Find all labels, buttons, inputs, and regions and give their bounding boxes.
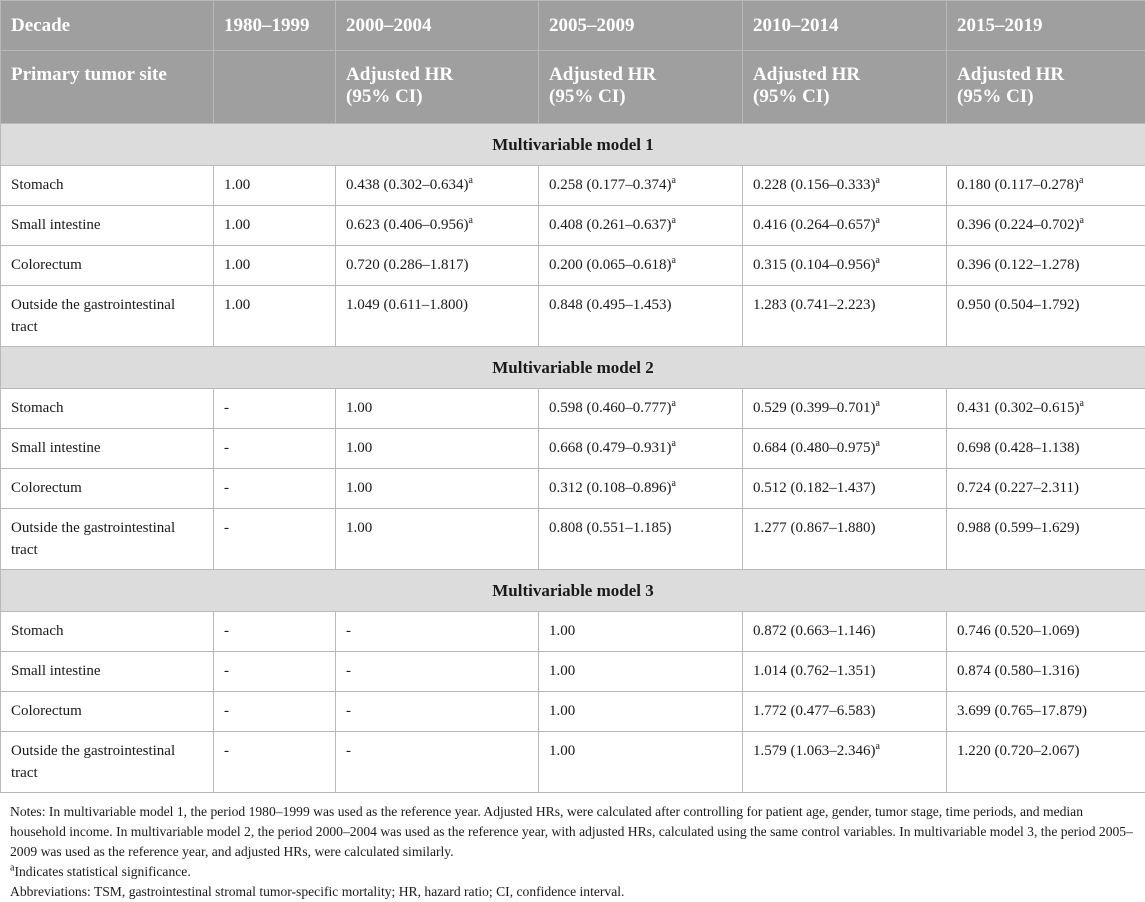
cell-primary-site: Small intestine <box>1 429 214 469</box>
cell-hazard-ratio <box>214 509 336 570</box>
hr-value: 0.396 (0.122–1.278) <box>957 257 1080 273</box>
table-notes <box>0 793 1145 902</box>
cell-primary-site: Small intestine <box>1 206 214 246</box>
significance-superscript: a <box>672 438 676 449</box>
significance-superscript: a <box>1079 175 1083 186</box>
hr-value: 1.220 (0.720–2.067) <box>957 743 1080 759</box>
header-adjusted-hr-label: Adjusted HR <box>753 64 936 86</box>
hr-value: 0.808 (0.551–1.185) <box>549 520 672 536</box>
cell-hazard-ratio <box>947 206 1145 246</box>
header-primary-tumor-site: Primary tumor site <box>1 51 214 124</box>
hr-value: 1.00 <box>346 480 372 496</box>
cell-hazard-ratio <box>539 732 743 793</box>
cell-hazard-ratio <box>336 732 539 793</box>
significance-superscript: a <box>1080 398 1084 409</box>
header-adjusted-hr <box>947 51 1145 124</box>
hr-value: 0.416 (0.264–0.657) <box>753 217 876 233</box>
hr-value: 1.00 <box>549 663 575 679</box>
cell-primary-site: Stomach <box>1 612 214 652</box>
cell-hazard-ratio <box>743 246 947 286</box>
header-2000-2004: 2000–2004 <box>336 1 539 51</box>
table-body <box>1 124 1145 793</box>
notes-abbreviations: Abbreviations: TSM, gastrointestinal stromal tumor-specific mortality; HR, hazard ratio; CI, confidence interval. <box>10 882 1135 902</box>
cell-hazard-ratio <box>743 612 947 652</box>
hr-value: 0.512 (0.182–1.437) <box>753 480 876 496</box>
header-blank <box>214 51 336 124</box>
cell-hazard-ratio <box>336 612 539 652</box>
cell-hazard-ratio <box>214 389 336 429</box>
cell-hazard-ratio <box>336 246 539 286</box>
cell-hazard-ratio <box>539 389 743 429</box>
cell-hazard-ratio <box>743 732 947 793</box>
hr-value: 1.00 <box>224 257 250 273</box>
cell-hazard-ratio <box>214 612 336 652</box>
significance-mark: a <box>10 862 14 873</box>
header-ci-label: (95% CI) <box>957 86 1135 108</box>
hr-value: - <box>346 743 351 759</box>
hr-value: - <box>224 440 229 456</box>
hr-value: - <box>224 520 229 536</box>
cell-primary-site: Small intestine <box>1 652 214 692</box>
hr-value: 0.396 (0.224–0.702) <box>957 217 1080 233</box>
header-adjusted-hr <box>539 51 743 124</box>
hr-value: 1.00 <box>346 400 372 416</box>
cell-primary-site: Colorectum <box>1 246 214 286</box>
hr-value: - <box>224 663 229 679</box>
cell-hazard-ratio <box>743 286 947 347</box>
table-row <box>1 612 1145 652</box>
table-row <box>1 429 1145 469</box>
notes-significance <box>10 862 1135 882</box>
hr-value: 0.668 (0.479–0.931) <box>549 440 672 456</box>
cell-hazard-ratio <box>214 429 336 469</box>
cell-hazard-ratio <box>539 692 743 732</box>
significance-superscript: a <box>876 398 880 409</box>
cell-hazard-ratio <box>336 389 539 429</box>
hr-value: 1.579 (1.063–2.346) <box>753 743 876 759</box>
header-adjusted-hr <box>743 51 947 124</box>
cell-hazard-ratio <box>743 429 947 469</box>
cell-primary-site: Outside the gastrointestinal tract <box>1 509 214 570</box>
header-2015-2019: 2015–2019 <box>947 1 1145 51</box>
cell-hazard-ratio <box>947 612 1145 652</box>
header-ci-label: (95% CI) <box>549 86 732 108</box>
cell-hazard-ratio <box>539 612 743 652</box>
hr-value: 0.872 (0.663–1.146) <box>753 623 876 639</box>
cell-hazard-ratio <box>336 206 539 246</box>
hr-value: - <box>224 623 229 639</box>
hr-value: 0.950 (0.504–1.792) <box>957 297 1080 313</box>
cell-primary-site: Stomach <box>1 389 214 429</box>
cell-hazard-ratio <box>947 509 1145 570</box>
cell-hazard-ratio <box>539 286 743 347</box>
significance-superscript: a <box>876 741 880 752</box>
cell-hazard-ratio <box>947 652 1145 692</box>
hr-value: 1.049 (0.611–1.800) <box>346 297 468 313</box>
cell-hazard-ratio <box>947 469 1145 509</box>
cell-hazard-ratio <box>947 246 1145 286</box>
cell-hazard-ratio <box>539 246 743 286</box>
hr-value: 0.623 (0.406–0.956) <box>346 217 469 233</box>
cell-hazard-ratio <box>947 286 1145 347</box>
cell-hazard-ratio <box>947 429 1145 469</box>
header-decade: Decade <box>1 1 214 51</box>
header-adjusted-hr <box>336 51 539 124</box>
cell-hazard-ratio <box>214 166 336 206</box>
hr-value: 0.180 (0.117–0.278) <box>957 177 1079 193</box>
cell-hazard-ratio <box>743 166 947 206</box>
table-row <box>1 652 1145 692</box>
hr-value: - <box>346 703 351 719</box>
cell-hazard-ratio <box>947 389 1145 429</box>
hr-value: 0.258 (0.177–0.374) <box>549 177 672 193</box>
cell-hazard-ratio <box>336 692 539 732</box>
table-row <box>1 469 1145 509</box>
hr-value: - <box>224 703 229 719</box>
hr-value: - <box>224 480 229 496</box>
header-2010-2014: 2010–2014 <box>743 1 947 51</box>
hr-value: 0.200 (0.065–0.618) <box>549 257 672 273</box>
hr-value: 1.00 <box>224 297 250 313</box>
significance-superscript: a <box>672 398 676 409</box>
significance-superscript: a <box>876 255 880 266</box>
table-header <box>1 1 1145 124</box>
hr-value: 0.438 (0.302–0.634) <box>346 177 469 193</box>
cell-hazard-ratio <box>214 732 336 793</box>
significance-superscript: a <box>1080 215 1084 226</box>
section-title: Multivariable model 1 <box>1 124 1145 166</box>
table-row <box>1 389 1145 429</box>
header-adjusted-hr-label: Adjusted HR <box>957 64 1135 86</box>
hr-value: 0.746 (0.520–1.069) <box>957 623 1080 639</box>
significance-superscript: a <box>876 438 880 449</box>
section-header-row <box>1 347 1145 389</box>
hr-value: 1.00 <box>224 217 250 233</box>
hr-value: 1.00 <box>549 743 575 759</box>
hr-value: 0.431 (0.302–0.615) <box>957 400 1080 416</box>
table-row <box>1 692 1145 732</box>
significance-superscript: a <box>469 215 473 226</box>
hr-value: 1.772 (0.477–6.583) <box>753 703 876 719</box>
cell-hazard-ratio <box>336 429 539 469</box>
cell-hazard-ratio <box>214 652 336 692</box>
hr-value: 1.014 (0.762–1.351) <box>753 663 876 679</box>
hr-value: - <box>224 743 229 759</box>
hr-value: 0.684 (0.480–0.975) <box>753 440 876 456</box>
hr-value: 1.00 <box>549 623 575 639</box>
significance-superscript: a <box>876 215 880 226</box>
significance-superscript: a <box>672 175 676 186</box>
hr-value: 1.283 (0.741–2.223) <box>753 297 876 313</box>
cell-primary-site: Outside the gastrointestinal tract <box>1 732 214 793</box>
hr-value: 0.312 (0.108–0.896) <box>549 480 672 496</box>
cell-hazard-ratio <box>743 469 947 509</box>
cell-hazard-ratio <box>336 286 539 347</box>
hr-value: 1.00 <box>346 440 372 456</box>
significance-superscript: a <box>672 255 676 266</box>
cell-hazard-ratio <box>947 166 1145 206</box>
hr-value: - <box>224 400 229 416</box>
cell-hazard-ratio <box>743 652 947 692</box>
cell-hazard-ratio <box>743 692 947 732</box>
table-row <box>1 286 1145 347</box>
cell-primary-site: Colorectum <box>1 692 214 732</box>
header-adjusted-hr-label: Adjusted HR <box>549 64 732 86</box>
section-title: Multivariable model 3 <box>1 570 1145 612</box>
section-header-row <box>1 124 1145 166</box>
hr-value: 0.408 (0.261–0.637) <box>549 217 672 233</box>
cell-hazard-ratio <box>539 429 743 469</box>
cell-hazard-ratio <box>743 509 947 570</box>
notes-main: Notes: In multivariable model 1, the period 1980–1999 was used as the reference year. Adjusted HRs, were calculated after controlling for patient age, gender, tumor stage, time periods, and median household income. In multivariable model 2, the period 2000–2004 was used as the reference year, with adjusted HRs, calculated using the same control variables. In multivariable model 3, the period 2005–2009 was used as the reference year, and adjusted HRs, were calculated similarly. <box>10 802 1135 862</box>
cell-hazard-ratio <box>214 286 336 347</box>
header-adjusted-hr-label: Adjusted HR <box>346 64 528 86</box>
hr-value: 1.00 <box>346 520 372 536</box>
hr-value: 1.277 (0.867–1.880) <box>753 520 876 536</box>
hr-value: 0.720 (0.286–1.817) <box>346 257 469 273</box>
cell-primary-site: Outside the gastrointestinal tract <box>1 286 214 347</box>
hr-value: 3.699 (0.765–17.879) <box>957 703 1087 719</box>
section-header-row <box>1 570 1145 612</box>
cell-hazard-ratio <box>336 509 539 570</box>
significance-superscript: a <box>672 215 676 226</box>
table-row <box>1 509 1145 570</box>
cell-hazard-ratio <box>539 469 743 509</box>
cell-hazard-ratio <box>336 166 539 206</box>
hr-value: 0.848 (0.495–1.453) <box>549 297 672 313</box>
header-row-decade <box>1 1 1145 51</box>
hr-value: - <box>346 663 351 679</box>
hr-value: 0.529 (0.399–0.701) <box>753 400 876 416</box>
header-2005-2009: 2005–2009 <box>539 1 743 51</box>
cell-hazard-ratio <box>336 469 539 509</box>
cell-hazard-ratio <box>214 206 336 246</box>
hr-value: 0.315 (0.104–0.956) <box>753 257 876 273</box>
header-1980-1999: 1980–1999 <box>214 1 336 51</box>
header-ci-label: (95% CI) <box>753 86 936 108</box>
section-title: Multivariable model 2 <box>1 347 1145 389</box>
cell-hazard-ratio <box>947 732 1145 793</box>
hr-value: 0.874 (0.580–1.316) <box>957 663 1080 679</box>
table-row <box>1 246 1145 286</box>
cell-hazard-ratio <box>336 652 539 692</box>
table-row <box>1 166 1145 206</box>
cell-hazard-ratio <box>947 692 1145 732</box>
cell-hazard-ratio <box>539 206 743 246</box>
significance-superscript: a <box>469 175 473 186</box>
table-row <box>1 206 1145 246</box>
hr-value: 1.00 <box>549 703 575 719</box>
hr-value: 0.724 (0.227–2.311) <box>957 480 1079 496</box>
hr-value: 0.598 (0.460–0.777) <box>549 400 672 416</box>
hr-value: 0.988 (0.599–1.629) <box>957 520 1080 536</box>
hr-value: - <box>346 623 351 639</box>
cell-hazard-ratio <box>214 692 336 732</box>
significance-superscript: a <box>672 478 676 489</box>
cell-primary-site: Stomach <box>1 166 214 206</box>
hr-value: 0.698 (0.428–1.138) <box>957 440 1080 456</box>
header-ci-label: (95% CI) <box>346 86 528 108</box>
cell-hazard-ratio <box>743 206 947 246</box>
cell-primary-site: Colorectum <box>1 469 214 509</box>
table-row <box>1 732 1145 793</box>
cell-hazard-ratio <box>539 652 743 692</box>
hr-value: 0.228 (0.156–0.333) <box>753 177 876 193</box>
cell-hazard-ratio <box>743 389 947 429</box>
cell-hazard-ratio <box>539 509 743 570</box>
significance-superscript: a <box>876 175 880 186</box>
hr-value: 1.00 <box>224 177 250 193</box>
cell-hazard-ratio <box>214 246 336 286</box>
header-row-site <box>1 51 1145 124</box>
cell-hazard-ratio <box>539 166 743 206</box>
significance-text: Indicates statistical significance. <box>14 864 190 879</box>
cell-hazard-ratio <box>214 469 336 509</box>
